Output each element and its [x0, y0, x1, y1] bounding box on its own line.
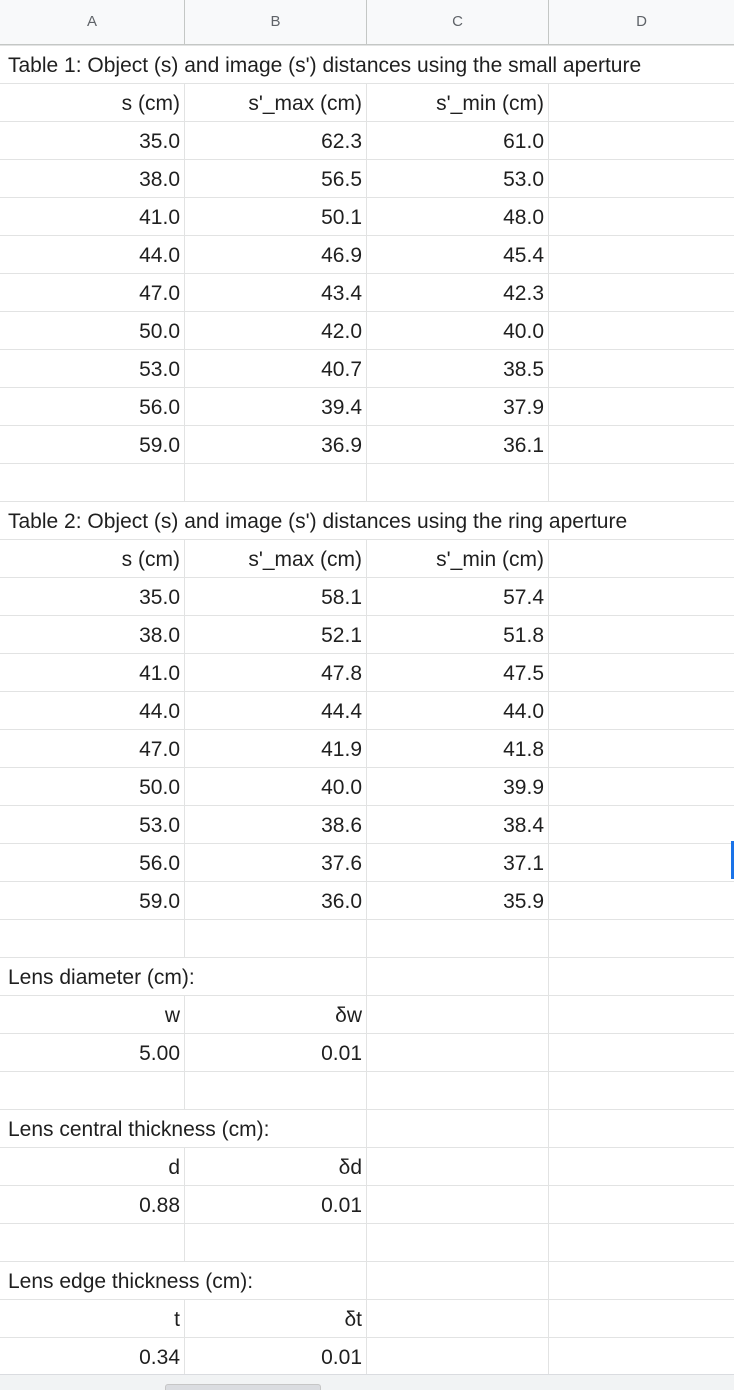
table-row: [0, 844, 734, 882]
data-cell[interactable]: 35.9: [503, 890, 544, 913]
data-cell[interactable]: 37.6: [321, 852, 362, 875]
lens-label-row: [0, 1262, 734, 1300]
data-cell[interactable]: 36.0: [321, 890, 362, 913]
data-cell[interactable]: 41.8: [503, 738, 544, 761]
data-cell[interactable]: 57.4: [503, 586, 544, 609]
data-cell[interactable]: 58.1: [321, 586, 362, 609]
data-cell[interactable]: 38.4: [503, 814, 544, 837]
lens-uncertainty-symbol-cell[interactable]: δt: [344, 1308, 362, 1331]
table-header-row: [0, 540, 734, 578]
table-row: [0, 350, 734, 388]
data-cell[interactable]: 44.0: [139, 700, 180, 723]
empty-row: [0, 1072, 734, 1110]
data-cell[interactable]: 37.9: [503, 396, 544, 419]
data-cell[interactable]: 40.0: [503, 320, 544, 343]
column-header-d[interactable]: D: [636, 13, 647, 30]
table-row: [0, 274, 734, 312]
table-row: [0, 882, 734, 920]
data-cell[interactable]: 42.0: [321, 320, 362, 343]
data-cell[interactable]: 40.0: [321, 776, 362, 799]
data-cell[interactable]: 38.0: [139, 168, 180, 191]
table-row: [0, 578, 734, 616]
data-cell[interactable]: 41.0: [139, 206, 180, 229]
lens-value-cell[interactable]: 0.88: [139, 1194, 180, 1217]
lens-header-row: [0, 1148, 734, 1186]
empty-row: [0, 464, 734, 502]
table-row: [0, 616, 734, 654]
lens-symbol-cell[interactable]: w: [164, 1004, 180, 1027]
lens-value-row: [0, 1034, 734, 1072]
data-cell[interactable]: 50.0: [139, 320, 180, 343]
data-cell[interactable]: 46.9: [321, 244, 362, 267]
section-title[interactable]: Lens diameter (cm):: [8, 966, 195, 989]
data-cell[interactable]: 44.0: [503, 700, 544, 723]
data-cell[interactable]: 40.7: [321, 358, 362, 381]
data-cell[interactable]: 45.4: [503, 244, 544, 267]
data-cell[interactable]: 61.0: [503, 130, 544, 153]
empty-row: [0, 1224, 734, 1262]
data-cell[interactable]: 51.8: [503, 624, 544, 647]
lens-value-cell[interactable]: 5.00: [139, 1042, 180, 1065]
data-cell[interactable]: 44.4: [321, 700, 362, 723]
data-cell[interactable]: 41.0: [139, 662, 180, 685]
lens-header-row: [0, 1300, 734, 1338]
data-cell[interactable]: 38.6: [321, 814, 362, 837]
empty-row: [0, 920, 734, 958]
data-cell[interactable]: 44.0: [139, 244, 180, 267]
data-cell[interactable]: 56.5: [321, 168, 362, 191]
column-label-cell[interactable]: s'_max (cm): [248, 92, 362, 115]
lens-header-row: [0, 996, 734, 1034]
data-cell[interactable]: 36.9: [321, 434, 362, 457]
section-title[interactable]: Table 2: Object (s) and image (s') distances using the ring aperture: [8, 510, 628, 533]
table-row: [0, 388, 734, 426]
table-row: [0, 730, 734, 768]
table-row: [0, 122, 734, 160]
lens-value-row: [0, 1186, 734, 1224]
lens-value-cell[interactable]: 0.34: [139, 1346, 180, 1369]
table-row: [0, 236, 734, 274]
data-cell[interactable]: 50.1: [321, 206, 362, 229]
lens-label-row: [0, 958, 734, 996]
data-cell[interactable]: 38.5: [503, 358, 544, 381]
data-cell[interactable]: 42.3: [503, 282, 544, 305]
horizontal-scroll-thumb[interactable]: [165, 1384, 321, 1390]
table-row: [0, 160, 734, 198]
data-cell[interactable]: 56.0: [139, 396, 180, 419]
column-label-cell[interactable]: s'_min (cm): [436, 548, 544, 571]
data-cell[interactable]: 47.0: [139, 282, 180, 305]
lens-symbol-cell[interactable]: d: [168, 1156, 180, 1179]
column-header-c[interactable]: C: [367, 0, 549, 44]
data-cell[interactable]: 53.0: [139, 358, 180, 381]
data-cell[interactable]: 35.0: [139, 130, 180, 153]
lens-label-row: [0, 1110, 734, 1148]
column-header-a[interactable]: A: [0, 0, 185, 44]
table-row: [0, 768, 734, 806]
data-cell[interactable]: 50.0: [139, 776, 180, 799]
data-cell[interactable]: 43.4: [321, 282, 362, 305]
data-cell[interactable]: 59.0: [139, 890, 180, 913]
table-row: [0, 426, 734, 464]
lens-uncertainty-symbol-cell[interactable]: δw: [335, 1004, 362, 1027]
horizontal-scrollbar[interactable]: [0, 1374, 734, 1390]
table-row: [0, 312, 734, 350]
column-header-b[interactable]: B: [185, 0, 367, 44]
lens-value-row: [0, 1338, 734, 1374]
data-cell[interactable]: 37.1: [503, 852, 544, 875]
section-title[interactable]: Lens edge thickness (cm):: [8, 1270, 254, 1293]
lens-uncertainty-cell[interactable]: 0.01: [321, 1346, 362, 1369]
data-cell[interactable]: 48.0: [503, 206, 544, 229]
table-row: [0, 692, 734, 730]
lens-uncertainty-symbol-cell[interactable]: δd: [338, 1156, 362, 1179]
table-row: [0, 806, 734, 844]
column-label-cell[interactable]: s (cm): [121, 92, 180, 115]
column-header-row: [0, 0, 734, 45]
data-cell[interactable]: 39.4: [321, 396, 362, 419]
data-cell[interactable]: 53.0: [139, 814, 180, 837]
data-cell[interactable]: 53.0: [503, 168, 544, 191]
data-cell[interactable]: 52.1: [321, 624, 362, 647]
table-row: [0, 198, 734, 236]
lens-uncertainty-cell[interactable]: 0.01: [321, 1194, 362, 1217]
data-cell[interactable]: 59.0: [139, 434, 180, 457]
data-cell[interactable]: 36.1: [503, 434, 544, 457]
data-cell[interactable]: 62.3: [321, 130, 362, 153]
section-title[interactable]: Table 1: Object (s) and image (s') distances using the small aperture: [8, 54, 642, 77]
table-title-row: [0, 46, 734, 84]
data-cell[interactable]: 39.9: [503, 776, 544, 799]
data-cell[interactable]: 56.0: [139, 852, 180, 875]
section-title[interactable]: Lens central thickness (cm):: [8, 1118, 270, 1141]
data-cell[interactable]: 41.9: [321, 738, 362, 761]
column-label-cell[interactable]: s'_max (cm): [248, 548, 362, 571]
column-label-cell[interactable]: s (cm): [121, 548, 180, 571]
table-title-row: [0, 502, 734, 540]
table-header-row: [0, 84, 734, 122]
data-cell[interactable]: 38.0: [139, 624, 180, 647]
table-row: [0, 654, 734, 692]
data-cell[interactable]: 47.5: [503, 662, 544, 685]
lens-uncertainty-cell[interactable]: 0.01: [321, 1042, 362, 1065]
data-cell[interactable]: 47.0: [139, 738, 180, 761]
column-label-cell[interactable]: s'_min (cm): [436, 92, 544, 115]
data-cell[interactable]: 35.0: [139, 586, 180, 609]
lens-symbol-cell[interactable]: t: [174, 1308, 180, 1331]
data-cell[interactable]: 47.8: [321, 662, 362, 685]
